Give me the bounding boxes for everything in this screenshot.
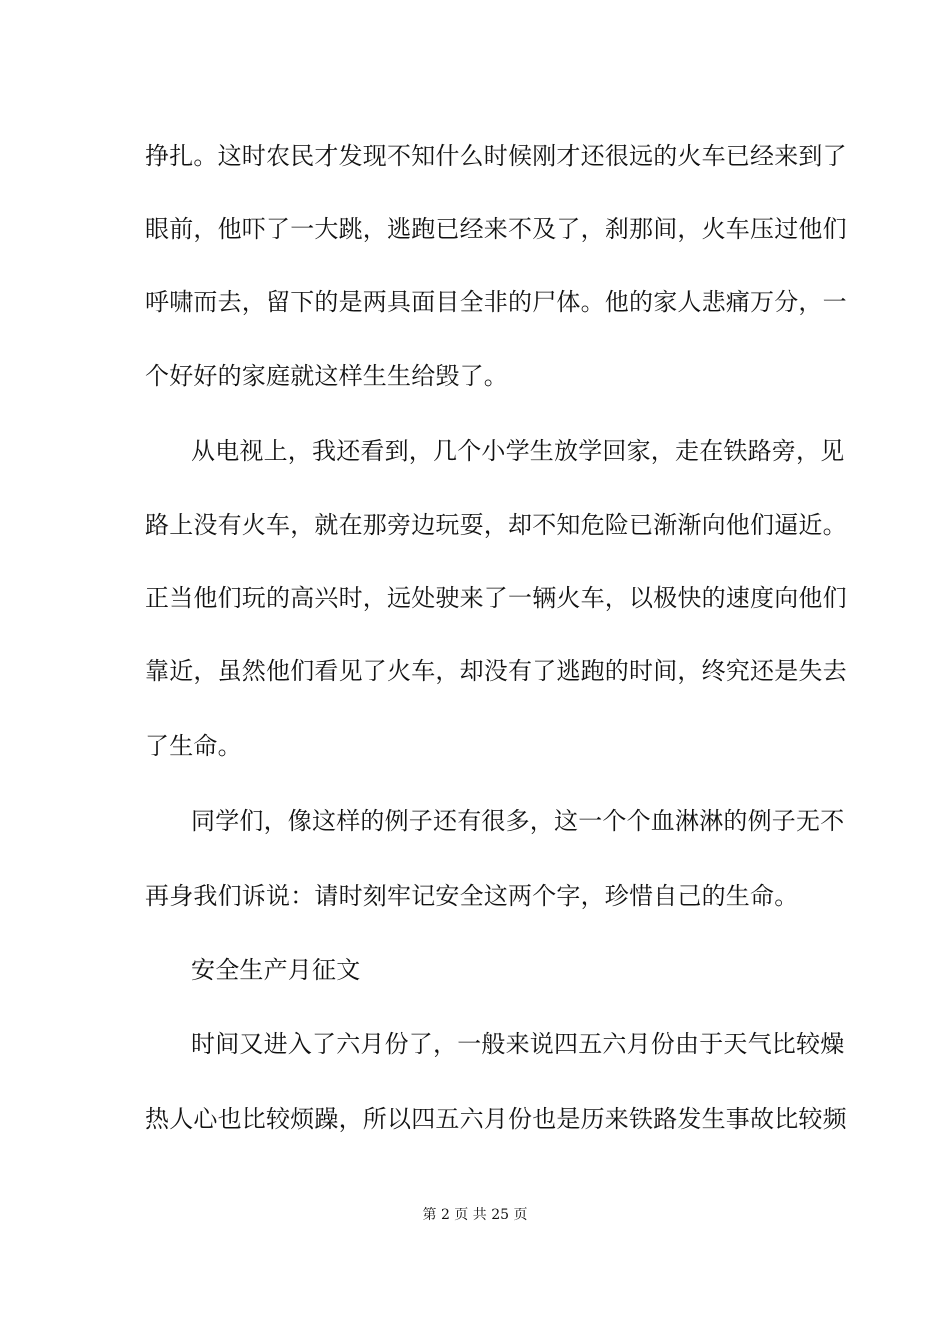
paragraph-line: 正当他们玩的高兴时，远处驶来了一辆火车，以极快的速度向他们 <box>145 584 847 612</box>
paragraph-line: 热人心也比较烦躁，所以四五六月份也是历来铁路发生事故比较频 <box>145 1105 847 1133</box>
paragraph-line: 靠近，虽然他们看见了火车，却没有了逃跑的时间，终究还是失去 <box>145 657 847 685</box>
paragraph-line: 挣扎。这时农民才发现不知什么时候刚才还很远的火车已经来到了 <box>145 142 847 170</box>
paragraph-line: 眼前，他吓了一大跳，逃跑已经来不及了，刹那间，火车压过他们 <box>145 215 847 243</box>
paragraph-line: 呼啸而去，留下的是两具面目全非的尸体。他的家人悲痛万分，一 <box>145 288 847 316</box>
paragraph-line: 了生命。 <box>145 732 242 760</box>
paragraph-line: 再身我们诉说：请时刻牢记安全这两个字，珍惜自己的生命。 <box>145 882 799 910</box>
section-heading: 安全生产月征文 <box>191 956 361 984</box>
paragraph-line: 路上没有火车，就在那旁边玩耍，却不知危险已渐渐向他们逼近。 <box>145 511 847 539</box>
page-number-footer: 第 2 页 共 25 页 <box>422 1207 528 1223</box>
paragraph-line: 个好好的家庭就这样生生给毁了。 <box>145 362 508 390</box>
paragraph-line: 从电视上，我还看到，几个小学生放学回家，走在铁路旁，见 <box>191 437 845 465</box>
paragraph-line: 同学们，像这样的例子还有很多，这一个个血淋淋的例子无不 <box>191 807 845 835</box>
paragraph-line: 时间又进入了六月份了，一般来说四五六月份由于天气比较燥 <box>191 1030 845 1058</box>
